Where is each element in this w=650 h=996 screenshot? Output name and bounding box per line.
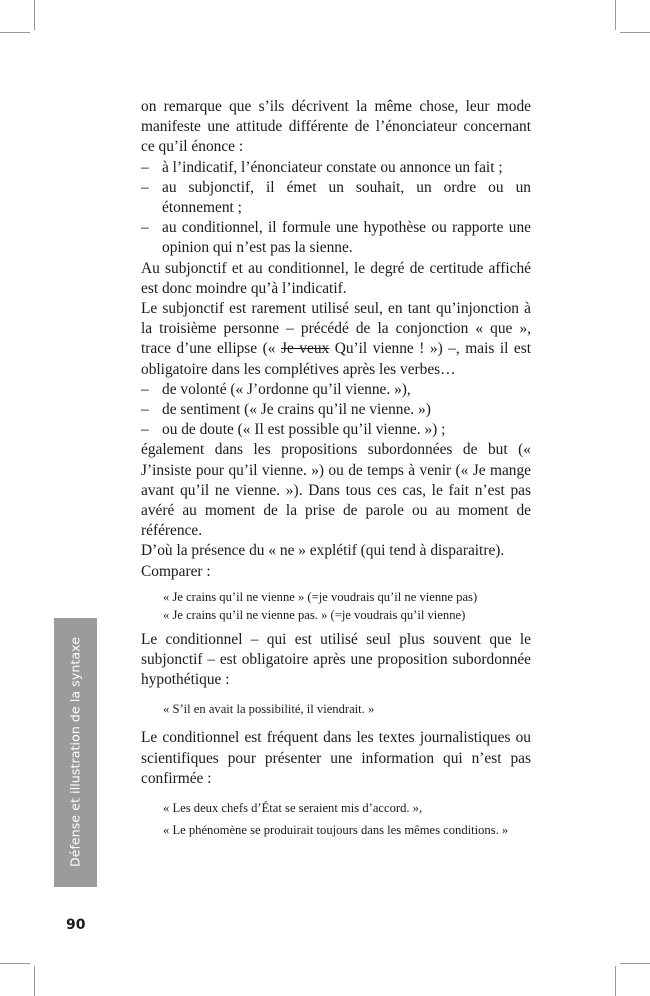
crop-mark [34,0,35,30]
paragraph: D’où la présence du « ne » explétif (qui tend à disparaitre). [141,542,505,560]
crop-mark [0,963,30,964]
verb-list [141,380,531,441]
chapter-tab [54,618,97,887]
list-item: – de sentiment (« Je crains qu’il ne vienne. ») [141,401,431,419]
example: « Le phénomène se produirait toujours dans les mêmes conditions. » [163,823,509,838]
running-title: Défense et illustration de la syntaxe [67,636,83,868]
example-block [141,799,531,839]
list-item: – à l’indicatif, l’énonciateur constate ou annonce un fait ; [141,158,503,176]
crop-mark [615,0,616,30]
example: « S’il en avait la possibilité, il viendrait. » [163,702,375,717]
list-item: – au conditionnel, il formule une hypothèse ou rapporte une opinion qui n’est pas la sienne. [141,219,531,257]
example: « Je crains qu’il ne vienne pas. » (=je voudrais qu’il vienne) [163,607,466,622]
compare-label: Comparer : [141,562,211,580]
mode-list [141,158,531,259]
crop-mark [0,32,30,33]
example-block [141,700,531,718]
crop-mark [615,966,616,996]
paragraph: Le subjonctif est rarement utilisé seul, en tant qu’injonction à la troisième personne – précédé de la conjonction « que », trace d’une ellipse (« Je veux Qu’il vienne ! ») –, mais il est obligatoire dans les complétives après les verbes… [141,300,531,378]
paragraph: Le conditionnel est fréquent dans les textes journalistiques ou scientifiques pour présenter une information qui n’est pas confirmée : [141,729,531,787]
body-text [141,97,531,845]
paragraph: on remarque que s’ils décrivent la même chose, leur mode manifeste une attitude différente de l’énonciateur concernant ce qu’il énonce : [141,98,531,156]
paragraph: également dans les propositions subordonnées de but (« J’insiste pour qu’il vienne. ») ou de temps à venir (« Je mange avant qu’il ne vienne. »). Dans tous ces cas, le fait n’est pas avéré au moment de la prise de parole ou au moment de référence. [141,441,531,540]
example: « Les deux chefs d’État se seraient mis d’accord. », [163,801,423,816]
struck-text: Je veux [280,340,330,358]
page-number: 90 [66,917,86,933]
example: « Je crains qu’il ne vienne » (=je voudrais qu’il ne vienne pas) [163,589,478,604]
crop-mark [34,966,35,996]
paragraph: Au subjonctif et au conditionnel, le degré de certitude affiché est donc moindre qu’à l’indicatif. [141,259,531,297]
crop-mark [620,32,650,33]
paragraph: Le conditionnel – qui est utilisé seul plus souvent que le subjonctif – est obligatoire après une proposition subordonnée hypothétique : [141,630,531,689]
list-item: – ou de doute (« Il est possible qu’il vienne. ») ; [141,421,446,439]
list-item: – au subjonctif, il émet un souhait, un ordre ou un étonnement ; [141,178,531,217]
list-item: – de volonté (« J’ordonne qu’il vienne. »), [141,380,411,398]
example-block [141,588,531,624]
crop-mark [620,963,650,964]
